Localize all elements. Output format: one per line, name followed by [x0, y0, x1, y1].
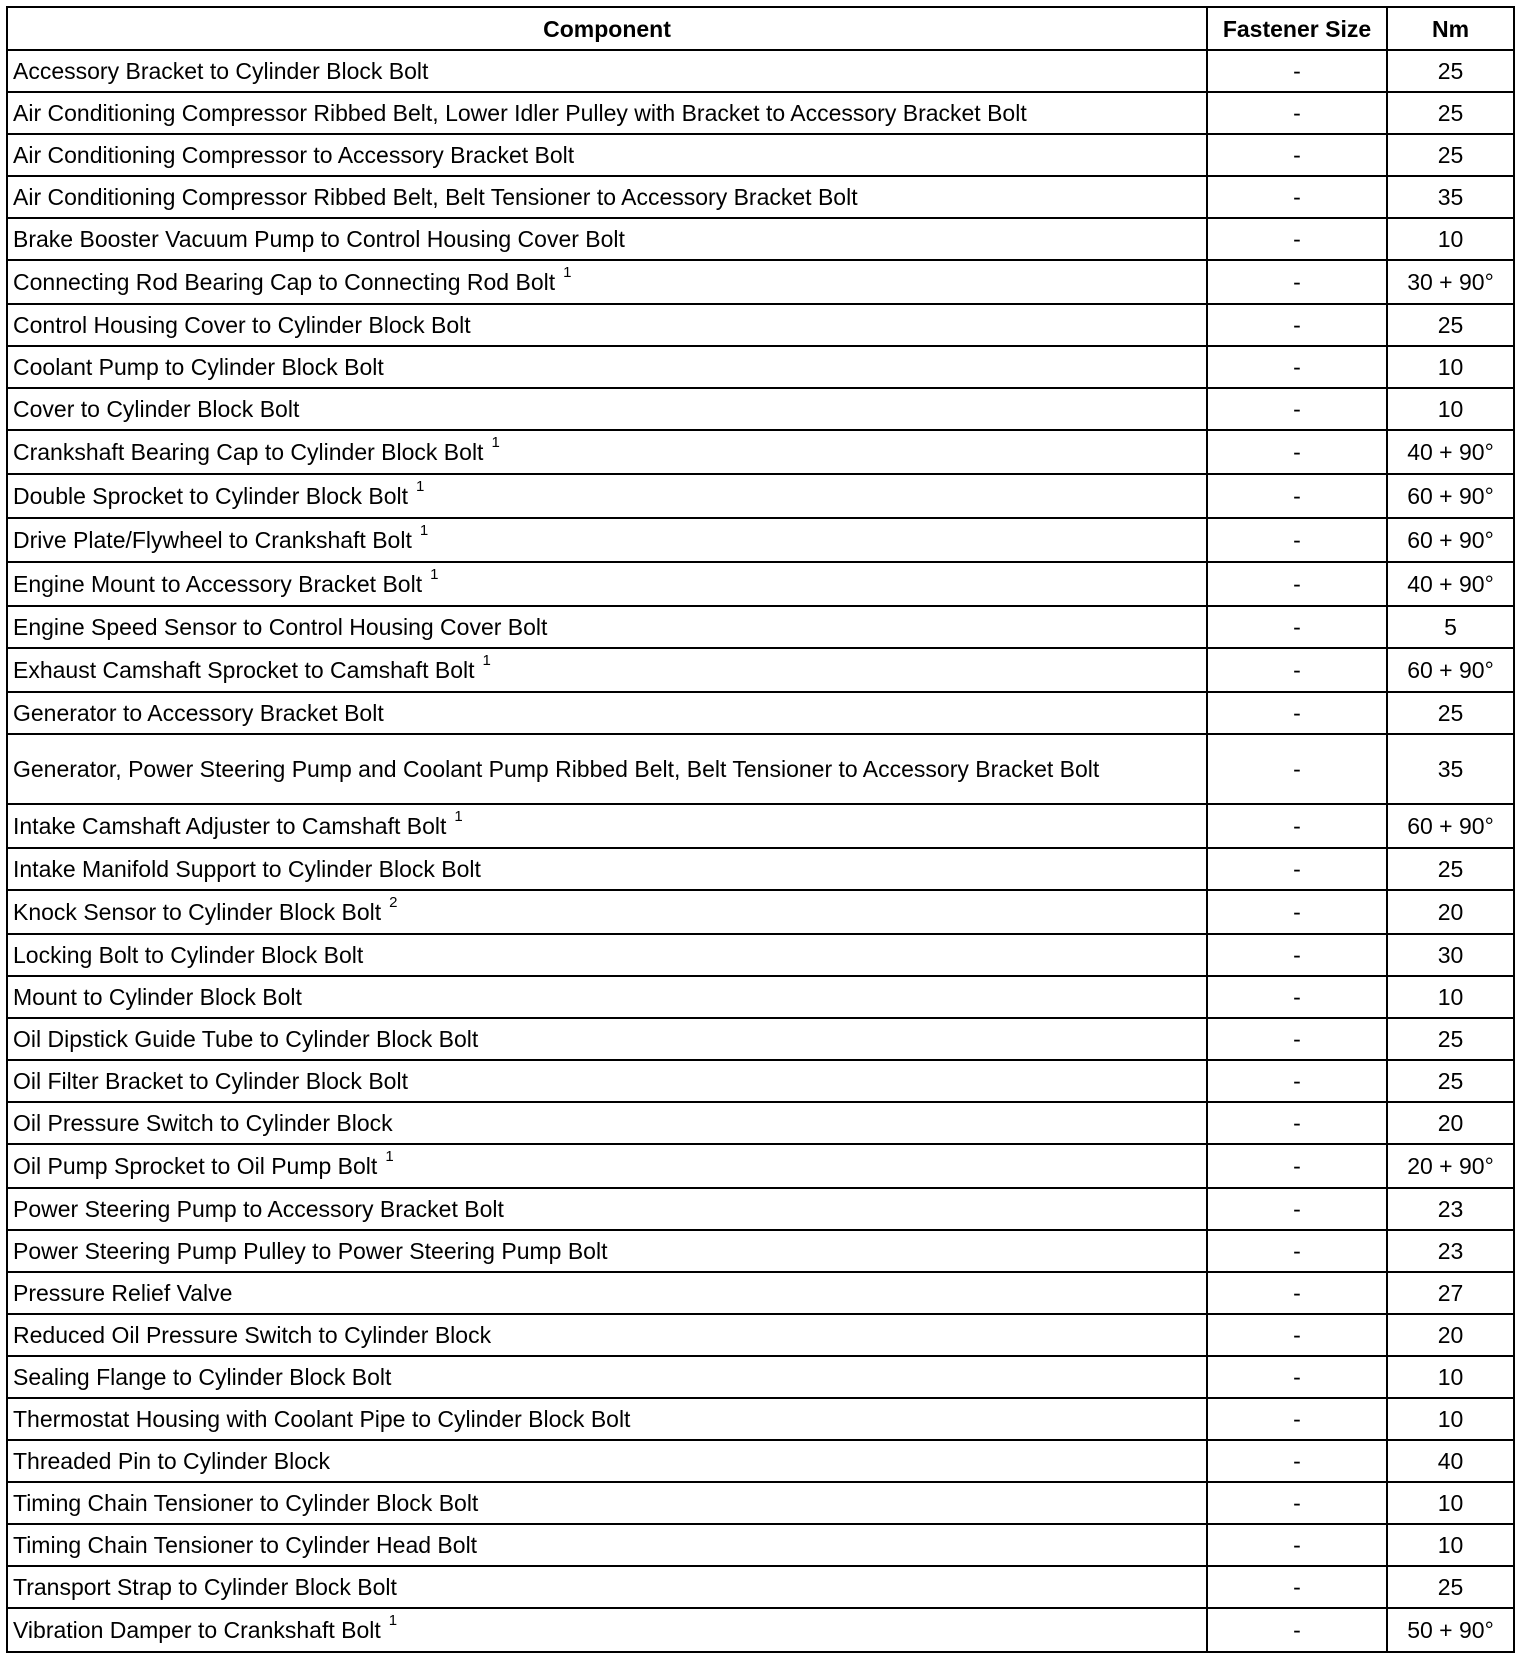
fastener-size-cell: - [1207, 804, 1387, 848]
component-cell [7, 1356, 1207, 1398]
fastener-size-cell: - [1207, 92, 1387, 134]
fastener-size-cell: - [1207, 1188, 1387, 1230]
table-row [7, 934, 1514, 976]
table-row [7, 692, 1514, 734]
table-row [7, 1524, 1514, 1566]
torque-nm-cell: 10 [1387, 1524, 1514, 1566]
torque-nm-cell: 10 [1387, 346, 1514, 388]
fastener-size-cell: - [1207, 1230, 1387, 1272]
component-name: Coolant Pump to Cylinder Block Bolt [13, 354, 384, 380]
table-row [7, 474, 1514, 518]
component-cell [7, 890, 1207, 934]
torque-nm-cell: 30 [1387, 934, 1514, 976]
component-name: Air Conditioning Compressor to Accessory Bracket Bolt [13, 142, 575, 168]
component-cell [7, 648, 1207, 692]
header-nm: Nm [1387, 7, 1514, 50]
component-name: Oil Pressure Switch to Cylinder Block [13, 1110, 393, 1136]
header-row [7, 7, 1514, 50]
torque-nm-cell: 35 [1387, 176, 1514, 218]
table-row [7, 1440, 1514, 1482]
torque-nm-cell: 10 [1387, 1356, 1514, 1398]
component-name: Knock Sensor to Cylinder Block Bolt [13, 899, 382, 925]
component-name: Pressure Relief Valve [13, 1280, 233, 1306]
component-name: Power Steering Pump Pulley to Power Steering Pump Bolt [13, 1238, 608, 1264]
component-name: Reduced Oil Pressure Switch to Cylinder Block [13, 1322, 492, 1348]
component-name: Oil Filter Bracket to Cylinder Block Bolt [13, 1068, 408, 1094]
component-cell [7, 976, 1207, 1018]
torque-nm-cell: 25 [1387, 92, 1514, 134]
component-name: Vibration Damper to Crankshaft Bolt [13, 1617, 381, 1643]
component-cell [7, 934, 1207, 976]
torque-nm-cell: 10 [1387, 218, 1514, 260]
torque-nm-cell: 50 + 90° [1387, 1608, 1514, 1652]
component-name: Oil Dipstick Guide Tube to Cylinder Block Bolt [13, 1026, 479, 1052]
torque-nm-cell: 25 [1387, 692, 1514, 734]
torque-nm-cell: 25 [1387, 848, 1514, 890]
component-name: Engine Speed Sensor to Control Housing Cover Bolt [13, 614, 548, 640]
table-row [7, 1188, 1514, 1230]
component-cell [7, 1144, 1207, 1188]
torque-nm-cell: 10 [1387, 1482, 1514, 1524]
component-name: Power Steering Pump to Accessory Bracket Bolt [13, 1196, 504, 1222]
torque-nm-cell: 5 [1387, 606, 1514, 648]
table-row [7, 606, 1514, 648]
component-name: Mount to Cylinder Block Bolt [13, 984, 302, 1010]
component-name: Transport Strap to Cylinder Block Bolt [13, 1574, 397, 1600]
footnote-marker: 1 [563, 264, 572, 282]
fastener-size-cell: - [1207, 430, 1387, 474]
torque-nm-cell: 25 [1387, 304, 1514, 346]
component-cell [7, 134, 1207, 176]
footnote-marker: 1 [454, 808, 463, 826]
component-cell [7, 1440, 1207, 1482]
table-row [7, 804, 1514, 848]
table-row [7, 734, 1514, 804]
component-cell [7, 1566, 1207, 1608]
table-row [7, 648, 1514, 692]
table-row [7, 50, 1514, 92]
fastener-size-cell: - [1207, 1060, 1387, 1102]
component-name: Double Sprocket to Cylinder Block Bolt [13, 483, 409, 509]
component-cell [7, 606, 1207, 648]
table-body [7, 50, 1514, 1652]
footnote-marker: 2 [389, 894, 398, 912]
fastener-size-cell: - [1207, 1314, 1387, 1356]
table-row [7, 1102, 1514, 1144]
fastener-size-cell: - [1207, 1608, 1387, 1652]
component-name: Thermostat Housing with Coolant Pipe to Cylinder Block Bolt [13, 1406, 631, 1432]
torque-nm-cell: 40 + 90° [1387, 430, 1514, 474]
table-row [7, 430, 1514, 474]
table-row [7, 1060, 1514, 1102]
table-row [7, 890, 1514, 934]
component-cell [7, 260, 1207, 304]
component-cell [7, 1608, 1207, 1652]
fastener-size-cell: - [1207, 934, 1387, 976]
component-name: Intake Camshaft Adjuster to Camshaft Bolt [13, 813, 447, 839]
fastener-size-cell: - [1207, 1272, 1387, 1314]
fastener-size-cell: - [1207, 890, 1387, 934]
fastener-size-cell: - [1207, 50, 1387, 92]
footnote-marker: 1 [385, 1148, 394, 1166]
torque-nm-cell: 60 + 90° [1387, 804, 1514, 848]
table-row [7, 976, 1514, 1018]
torque-nm-cell: 25 [1387, 134, 1514, 176]
component-name: Intake Manifold Support to Cylinder Block Bolt [13, 856, 481, 882]
component-cell [7, 1230, 1207, 1272]
header-component: Component [7, 7, 1207, 50]
component-cell [7, 176, 1207, 218]
footnote-marker: 1 [388, 1612, 398, 1630]
fastener-size-cell: - [1207, 692, 1387, 734]
torque-nm-cell: 25 [1387, 1060, 1514, 1102]
footnote-marker: 1 [419, 522, 429, 540]
component-cell [7, 92, 1207, 134]
table-row [7, 1018, 1514, 1060]
torque-nm-cell: 20 [1387, 890, 1514, 934]
table-row [7, 388, 1514, 430]
component-cell [7, 304, 1207, 346]
component-cell [7, 562, 1207, 606]
table-row [7, 218, 1514, 260]
component-cell [7, 218, 1207, 260]
component-cell [7, 1102, 1207, 1144]
component-cell [7, 518, 1207, 562]
fastener-size-cell: - [1207, 1018, 1387, 1060]
component-name: Exhaust Camshaft Sprocket to Camshaft Bolt [13, 657, 475, 683]
component-cell [7, 1482, 1207, 1524]
component-cell [7, 1018, 1207, 1060]
component-name: Timing Chain Tensioner to Cylinder Head Bolt [13, 1532, 478, 1558]
component-name: Crankshaft Bearing Cap to Cylinder Block Bolt [13, 439, 484, 465]
torque-nm-cell: 60 + 90° [1387, 474, 1514, 518]
table-row [7, 1608, 1514, 1652]
component-name: Air Conditioning Compressor Ribbed Belt, Lower Idler Pulley with Bracket to Accessory Bracket Bolt [13, 100, 1027, 126]
torque-nm-cell: 25 [1387, 1566, 1514, 1608]
fastener-size-cell: - [1207, 734, 1387, 804]
torque-nm-cell: 35 [1387, 734, 1514, 804]
table-row [7, 1566, 1514, 1608]
torque-nm-cell: 25 [1387, 1018, 1514, 1060]
table-row [7, 1482, 1514, 1524]
torque-nm-cell: 20 [1387, 1314, 1514, 1356]
table-row [7, 848, 1514, 890]
table-row [7, 260, 1514, 304]
fastener-size-cell: - [1207, 1102, 1387, 1144]
fastener-size-cell: - [1207, 976, 1387, 1018]
component-cell [7, 346, 1207, 388]
torque-nm-cell: 60 + 90° [1387, 518, 1514, 562]
component-name: Generator, Power Steering Pump and Coolant Pump Ribbed Belt, Belt Tensioner to Accessory Bracket Bolt [13, 756, 1100, 782]
fastener-size-cell: - [1207, 648, 1387, 692]
component-name: Oil Pump Sprocket to Oil Pump Bolt [13, 1153, 378, 1179]
component-name: Locking Bolt to Cylinder Block Bolt [13, 942, 364, 968]
table-row [7, 176, 1514, 218]
table-row [7, 1356, 1514, 1398]
component-name: Connecting Rod Bearing Cap to Connecting Rod Bolt [13, 269, 556, 295]
footnote-marker: 1 [491, 434, 500, 452]
fastener-size-cell: - [1207, 1482, 1387, 1524]
component-name: Brake Booster Vacuum Pump to Control Housing Cover Bolt [13, 226, 625, 252]
table-row [7, 1314, 1514, 1356]
table-row [7, 92, 1514, 134]
header-fastener-size: Fastener Size [1207, 7, 1387, 50]
footnote-marker: 1 [416, 478, 425, 496]
torque-nm-cell: 30 + 90° [1387, 260, 1514, 304]
table-row [7, 304, 1514, 346]
component-name: Drive Plate/Flywheel to Crankshaft Bolt [13, 527, 412, 553]
fastener-size-cell: - [1207, 176, 1387, 218]
component-cell [7, 430, 1207, 474]
component-cell [7, 1060, 1207, 1102]
torque-nm-cell: 10 [1387, 1398, 1514, 1440]
component-name: Engine Mount to Accessory Bracket Bolt [13, 571, 423, 597]
fastener-size-cell: - [1207, 346, 1387, 388]
fastener-size-cell: - [1207, 1566, 1387, 1608]
component-name: Control Housing Cover to Cylinder Block Bolt [13, 312, 471, 338]
torque-nm-cell: 40 + 90° [1387, 562, 1514, 606]
component-cell [7, 474, 1207, 518]
torque-nm-cell: 27 [1387, 1272, 1514, 1314]
component-cell [7, 692, 1207, 734]
component-name: Air Conditioning Compressor Ribbed Belt, Belt Tensioner to Accessory Bracket Bolt [13, 184, 858, 210]
table-row [7, 1230, 1514, 1272]
torque-nm-cell: 23 [1387, 1230, 1514, 1272]
table-row [7, 134, 1514, 176]
torque-specification-table [6, 6, 1515, 1653]
component-name: Generator to Accessory Bracket Bolt [13, 700, 384, 726]
fastener-size-cell: - [1207, 562, 1387, 606]
table-row [7, 1144, 1514, 1188]
fastener-size-cell: - [1207, 1356, 1387, 1398]
fastener-size-cell: - [1207, 304, 1387, 346]
torque-nm-cell: 10 [1387, 388, 1514, 430]
fastener-size-cell: - [1207, 1398, 1387, 1440]
fastener-size-cell: - [1207, 1440, 1387, 1482]
component-cell [7, 848, 1207, 890]
table-row [7, 1398, 1514, 1440]
torque-nm-cell: 60 + 90° [1387, 648, 1514, 692]
fastener-size-cell: - [1207, 1524, 1387, 1566]
table-row [7, 1272, 1514, 1314]
table-row [7, 346, 1514, 388]
component-cell [7, 1398, 1207, 1440]
fastener-size-cell: - [1207, 518, 1387, 562]
component-cell [7, 50, 1207, 92]
fastener-size-cell: - [1207, 134, 1387, 176]
component-cell [7, 1524, 1207, 1566]
torque-nm-cell: 10 [1387, 976, 1514, 1018]
component-name: Sealing Flange to Cylinder Block Bolt [13, 1364, 392, 1390]
fastener-size-cell: - [1207, 218, 1387, 260]
component-cell [7, 734, 1207, 804]
component-cell [7, 388, 1207, 430]
torque-nm-cell: 20 + 90° [1387, 1144, 1514, 1188]
table-row [7, 562, 1514, 606]
table-row [7, 518, 1514, 562]
torque-nm-cell: 23 [1387, 1188, 1514, 1230]
component-name: Threaded Pin to Cylinder Block [13, 1448, 331, 1474]
fastener-size-cell: - [1207, 1144, 1387, 1188]
component-cell [7, 1272, 1207, 1314]
torque-nm-cell: 25 [1387, 50, 1514, 92]
component-cell [7, 1188, 1207, 1230]
fastener-size-cell: - [1207, 474, 1387, 518]
component-name: Timing Chain Tensioner to Cylinder Block Bolt [13, 1490, 479, 1516]
component-name: Accessory Bracket to Cylinder Block Bolt [13, 58, 429, 84]
torque-nm-cell: 40 [1387, 1440, 1514, 1482]
component-cell [7, 1314, 1207, 1356]
fastener-size-cell: - [1207, 606, 1387, 648]
fastener-size-cell: - [1207, 388, 1387, 430]
component-name: Cover to Cylinder Block Bolt [13, 396, 300, 422]
footnote-marker: 1 [430, 566, 439, 584]
footnote-marker: 1 [482, 652, 491, 670]
component-cell [7, 804, 1207, 848]
fastener-size-cell: - [1207, 848, 1387, 890]
torque-nm-cell: 20 [1387, 1102, 1514, 1144]
fastener-size-cell: - [1207, 260, 1387, 304]
